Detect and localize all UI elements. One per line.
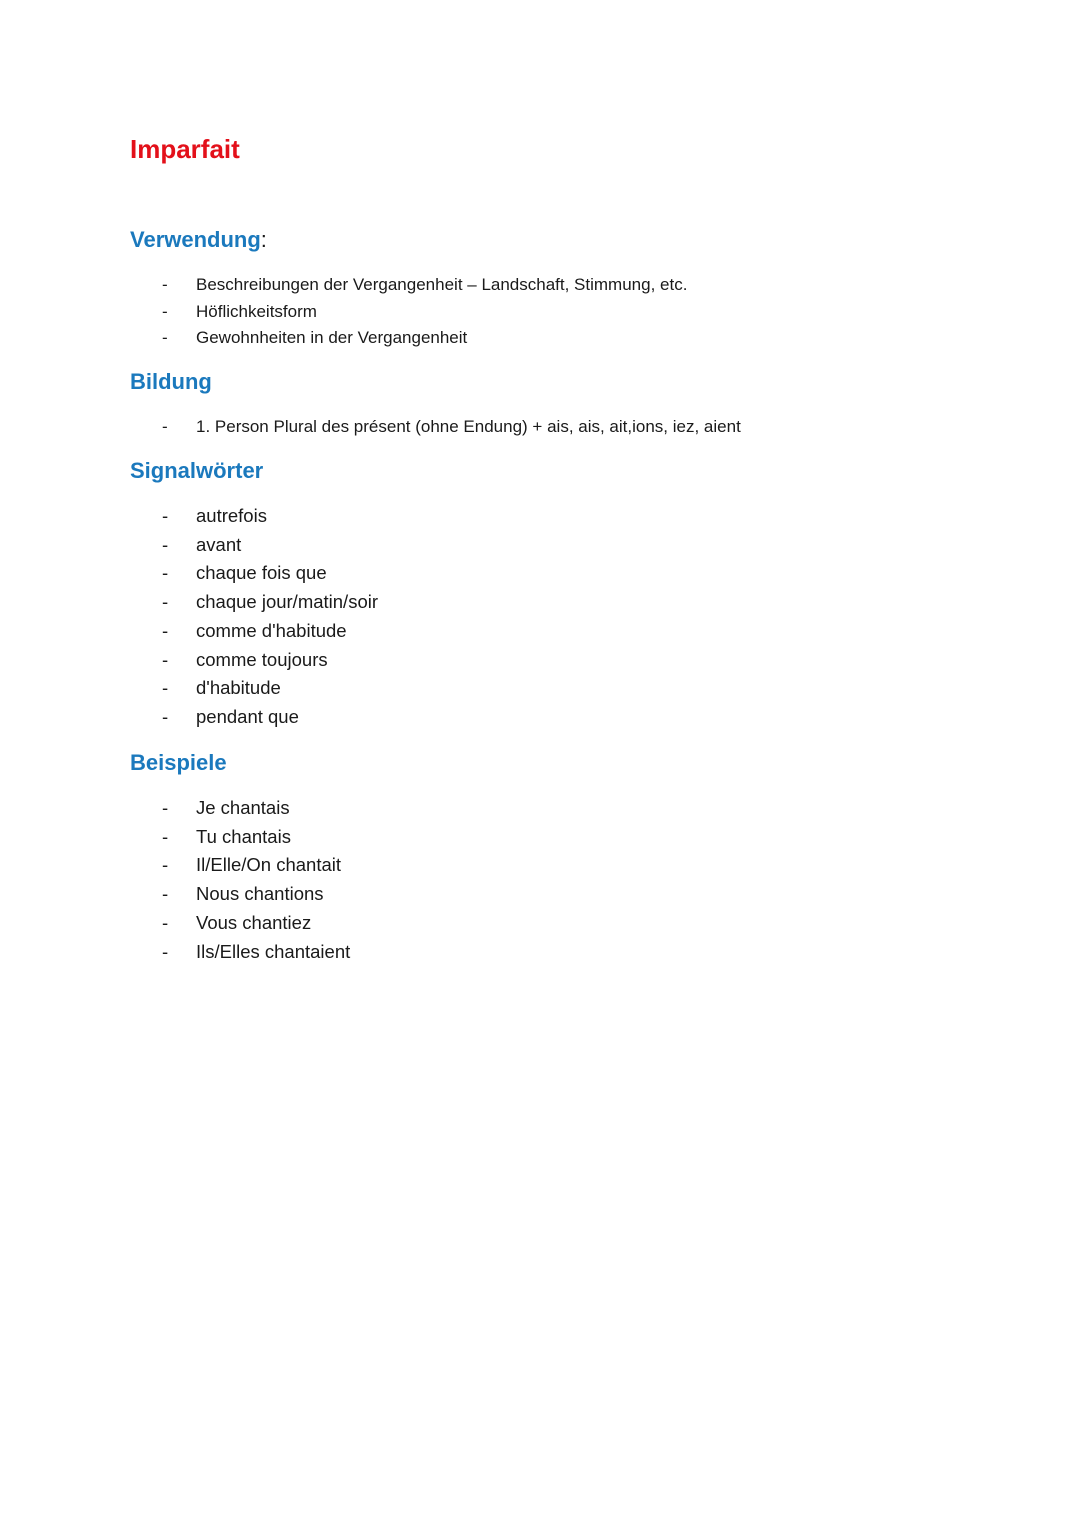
list-item-text: chaque jour/matin/soir bbox=[196, 591, 379, 613]
list-item bbox=[130, 851, 350, 880]
bullet-dash: - bbox=[162, 825, 169, 847]
list-item-text: Tu chantais bbox=[196, 825, 291, 847]
bullet-dash: - bbox=[162, 591, 169, 613]
list-item bbox=[130, 703, 378, 732]
bullet-dash: - bbox=[162, 505, 169, 526]
bullet-dash: - bbox=[162, 619, 169, 641]
list-item-text: 1. Person Plural des présent (ohne Endung) + ais, ais, ait,ions, iez, aient bbox=[196, 417, 741, 436]
bullet-dash: - bbox=[162, 705, 169, 727]
list-item-text: Gewohnheiten in der Vergangenheit bbox=[196, 328, 468, 347]
list-item-text: comme d'habitude bbox=[196, 619, 347, 641]
list-item bbox=[130, 299, 687, 326]
bullet-dash: - bbox=[162, 883, 169, 905]
list-item-text: Je chantais bbox=[196, 797, 290, 818]
list-item bbox=[130, 823, 350, 852]
bullet-dash: - bbox=[162, 328, 168, 347]
list-item bbox=[130, 646, 378, 675]
bullet-dash: - bbox=[162, 940, 169, 962]
list-signalwoerter bbox=[130, 502, 378, 732]
list-item-text: d'habitude bbox=[196, 677, 281, 699]
bullet-dash: - bbox=[162, 533, 169, 555]
list-item-text: pendant que bbox=[196, 705, 299, 727]
list-item bbox=[130, 272, 687, 299]
heading-bildung: Bildung bbox=[130, 369, 212, 394]
list-item-text: Höflichkeitsform bbox=[196, 301, 317, 321]
bullet-dash: - bbox=[162, 797, 169, 818]
list-bildung bbox=[130, 414, 741, 441]
list-beispiele bbox=[130, 794, 350, 966]
list-item-text: autrefois bbox=[196, 505, 267, 526]
list-item-text: Il/Elle/On chantait bbox=[196, 854, 341, 876]
list-item bbox=[130, 674, 378, 703]
list-item bbox=[130, 588, 378, 617]
bullet-dash: - bbox=[162, 648, 169, 670]
list-item bbox=[130, 502, 378, 531]
bullet-dash: - bbox=[162, 275, 168, 294]
list-item bbox=[130, 325, 687, 352]
list-item-text: comme toujours bbox=[196, 648, 328, 670]
list-item bbox=[130, 414, 741, 441]
bullet-dash: - bbox=[162, 562, 169, 584]
list-item-text: avant bbox=[196, 533, 242, 555]
list-item bbox=[130, 880, 350, 909]
list-item-text: Vous chantiez bbox=[196, 911, 312, 933]
heading-verwendung bbox=[130, 225, 267, 255]
bullet-dash: - bbox=[162, 301, 168, 321]
list-item-text: Ils/Elles chantaient bbox=[196, 940, 351, 962]
bullet-dash: - bbox=[162, 854, 169, 876]
list-item bbox=[130, 938, 350, 967]
heading-verwendung-colon: : bbox=[260, 227, 267, 252]
bullet-dash: - bbox=[162, 417, 168, 436]
bullet-dash: - bbox=[162, 911, 169, 933]
list-item bbox=[130, 531, 378, 560]
list-item-text: Beschreibungen der Vergangenheit – Landschaft, Stimmung, etc. bbox=[196, 275, 688, 294]
list-item bbox=[130, 559, 378, 588]
heading-signalwoerter: Signalwörter bbox=[130, 458, 264, 483]
list-item bbox=[130, 617, 378, 646]
list-item bbox=[130, 909, 350, 938]
heading-verwendung-text: Verwendung bbox=[130, 227, 261, 252]
list-item-text: Nous chantions bbox=[196, 883, 324, 905]
page-title: Imparfait bbox=[130, 134, 240, 164]
bullet-dash: - bbox=[162, 677, 169, 699]
list-item-text: chaque fois que bbox=[196, 562, 327, 584]
list-item bbox=[130, 794, 350, 823]
heading-beispiele: Beispiele bbox=[130, 750, 227, 775]
list-verwendung bbox=[130, 272, 687, 352]
